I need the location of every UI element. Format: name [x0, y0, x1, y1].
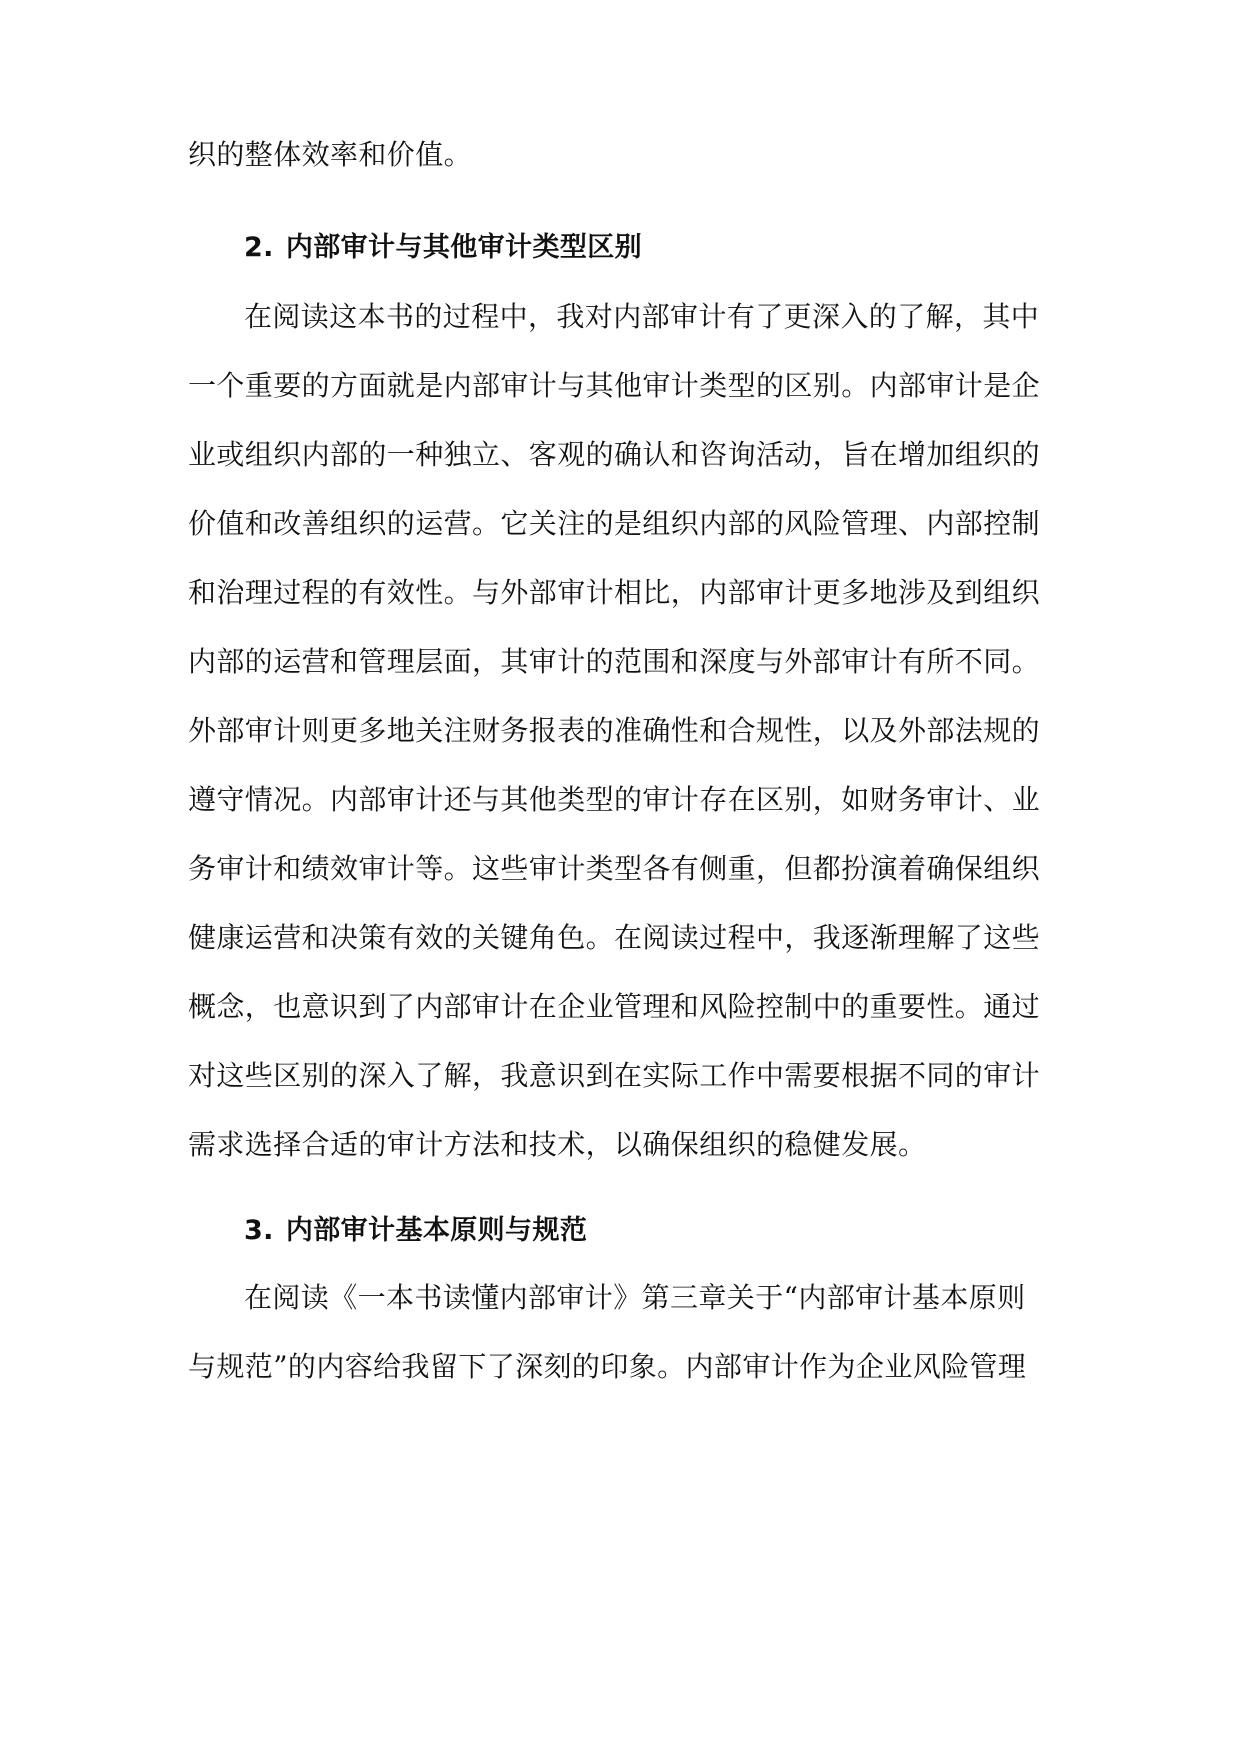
- section-heading: [244, 228, 642, 268]
- paragraph-line: 与规范”的内容给我留下了深刻的印象。内部审计作为企业风险管理: [188, 1350, 1027, 1383]
- paragraph-line: 遵守情况。内部审计还与其他类型的审计存在区别，如财务审计、业: [188, 783, 1041, 816]
- paragraph-line: 需求选择合适的审计方法和技术，以确保组织的稳健发展。: [188, 1128, 927, 1161]
- paragraph-line: 对这些区别的深入了解，我意识到在实际工作中需要根据不同的审计: [188, 1059, 1041, 1092]
- section-heading: [244, 1211, 587, 1251]
- section-title: 内部审计与其他审计类型区别: [285, 232, 643, 263]
- paragraph-line: 概念，也意识到了内部审计在企业管理和风险控制中的重要性。通过: [188, 990, 1041, 1023]
- paragraph-line: 织的整体效率和价值。: [188, 138, 473, 171]
- paragraph-line: 业或组织内部的一种独立、客观的确认和咨询活动，旨在增加组织的: [188, 438, 1041, 471]
- paragraph-line: 在阅读《一本书读懂内部审计》第三章关于“内部审计基本原则: [244, 1281, 1026, 1314]
- paragraph-line: 和治理过程的有效性。与外部审计相比，内部审计更多地涉及到组织: [188, 576, 1041, 609]
- paragraph-line: 务审计和绩效审计等。这些审计类型各有侧重，但都扮演着确保组织: [188, 852, 1041, 885]
- paragraph-line: 外部审计则更多地关注财务报表的准确性和合规性，以及外部法规的: [188, 714, 1041, 747]
- section-number: 3.: [244, 1215, 274, 1246]
- paragraph-line: 健康运营和决策有效的关键角色。在阅读过程中，我逐渐理解了这些: [188, 921, 1041, 954]
- section-number: 2.: [244, 232, 274, 263]
- section-title: 内部审计基本原则与规范: [285, 1215, 588, 1246]
- paragraph-line: 在阅读这本书的过程中，我对内部审计有了更深入的了解，其中: [244, 300, 1040, 333]
- paragraph-line: 价值和改善组织的运营。它关注的是组织内部的风险管理、内部控制: [188, 507, 1041, 540]
- paragraph-line: 内部的运营和管理层面，其审计的范围和深度与外部审计有所不同。: [188, 645, 1041, 678]
- paragraph-line: 一个重要的方面就是内部审计与其他审计类型的区别。内部审计是企: [188, 369, 1041, 402]
